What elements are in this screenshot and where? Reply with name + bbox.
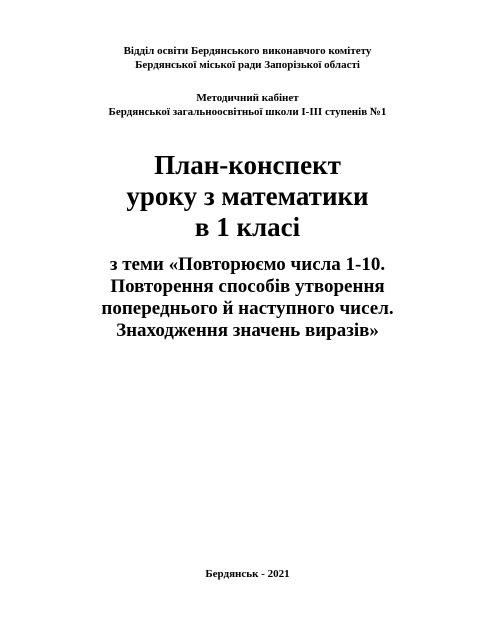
topic-line-1: з теми «Повторюємо числа 1-10.	[109, 254, 386, 275]
cabinet-line-1: Методичний кабінет	[196, 92, 299, 104]
topic-line-3: попереднього й наступного чисел.	[101, 298, 394, 319]
department-header	[0, 44, 495, 72]
title-line-3: в 1 класі	[194, 212, 301, 242]
topic-line-2: Повторення способів утворення	[110, 276, 385, 297]
cabinet-line-2: Бердянської загальноосвітньої школи І-ІІІ ступенів №1	[108, 106, 387, 118]
topic-line-4: Знаходження значень виразів»	[116, 320, 379, 341]
title-line-1: План-конспект	[154, 150, 341, 180]
place-date-text: Бердянськ - 2021	[205, 568, 290, 580]
lesson-topic	[0, 254, 495, 342]
department-line-1: Відділ освіти Бердянського виконавчого комітету	[123, 45, 372, 57]
document-title	[0, 150, 495, 243]
department-line-2: Бердянської міської ради Запорізької області	[135, 59, 360, 71]
methodical-cabinet-header	[0, 91, 495, 119]
place-and-year	[0, 567, 495, 581]
title-line-2: уроку з математики	[126, 181, 369, 211]
